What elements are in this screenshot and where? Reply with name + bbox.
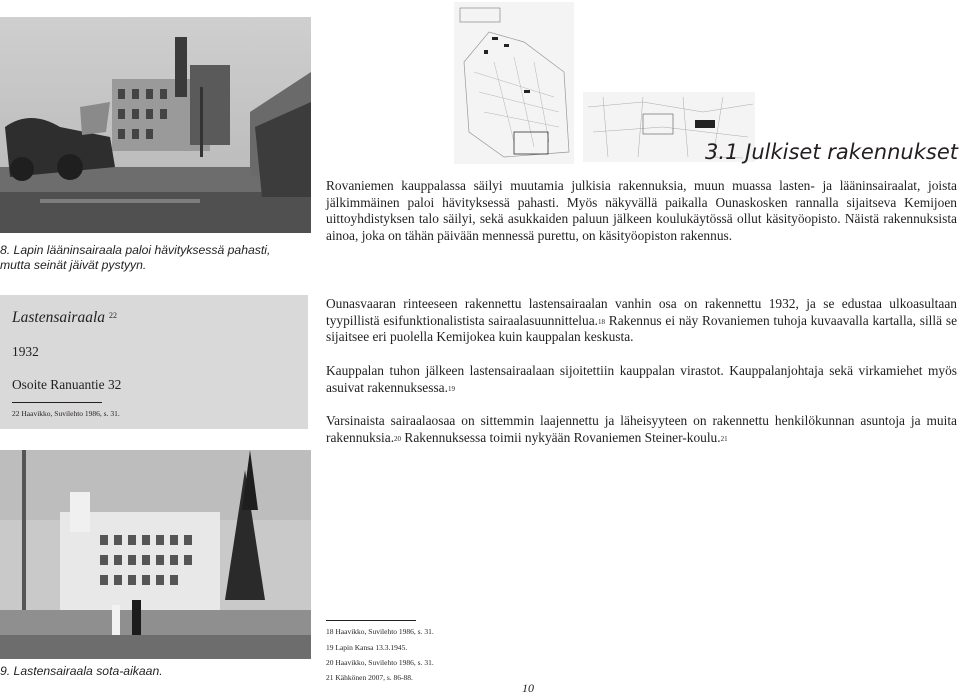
building-address: Osoite Ranuantie 32 <box>12 377 122 392</box>
footnote-21: 21 Kähkönen 2007, s. 86-88. <box>326 673 413 682</box>
footnote-18: 18 Haavikko, Suvilehto 1986, s. 31. <box>326 627 434 636</box>
body-text: Ounasvaaran rinteeseen rakennettu lastensairaalan vanhin osa on rakennettu 1932, ja se edustaa ulkoasultaan tyypillistä esifunktionalistista sairaalasuunnittelua. <box>326 296 957 328</box>
body-paragraph-1 <box>326 296 957 346</box>
footnote-ref: 20 <box>394 434 402 443</box>
building-name: Lastensairaala <box>12 309 106 326</box>
footnote-ref: 19 <box>447 384 455 393</box>
body-text: Rakennuksessa toimii nykyään Rovaniemen Steiner-koulu. <box>401 429 721 445</box>
footnote-ref: 18 <box>598 317 605 326</box>
intro-paragraph <box>326 178 957 244</box>
section-title: 3.1 Julkiset rakennukset <box>705 140 958 164</box>
building-year: 1932 <box>12 344 39 359</box>
map-destruction <box>454 2 574 164</box>
page-number: 10 <box>522 681 534 695</box>
footnote-divider <box>326 620 416 621</box>
body-text: Varsinaista sairaalaosaa on sittemmin laajennettu ja läheisyyteen on rakennettu henkilökunnan asuntoja ja muita rakennuksia. <box>326 413 957 445</box>
building-info-box <box>0 295 308 429</box>
body-text: Rakennus ei näy Rovaniemen tuhoja kuvaavalla kartalla, sillä se sijaitsee eri puolella Kemijokea kuin kauppalan keskusta. <box>326 312 958 344</box>
body-text: Kauppalan tuhon jälkeen lastensairaalaan sijoitettiin kauppalan virastot. Kauppalanjohtaja sekä virkamiehet myös asuivat rakennuksessa. <box>326 363 957 395</box>
footnote-20: 20 Haavikko, Suvilehto 1986, s. 31. <box>326 658 434 667</box>
intro-text: Rovaniemen kauppalassa säilyi muutamia julkisia rakennuksia, muun muassa lasten- ja lääninsairaalat, joista jälkimmäinen paloi hävityksessä pahasti. Myös näkyvällä paikalla Ounaskosken rannalla sijaitseva Kemijoen uittoyhdistyksen talo säilyi, sekä asukkaiden paluun jälkeen koulukäytössä ollut käsityöopisto. Näistä rakennuksista ainoa, joka on tähän päivään mennessä purettu, on käsityöopiston rakennus. <box>326 178 957 243</box>
info-footnote: 22 Haavikko, Suvilehto 1986, s. 31. <box>12 409 120 418</box>
building-title <box>12 309 117 327</box>
footnote-ref: 22 <box>109 311 118 320</box>
body-paragraph-3 <box>326 413 957 446</box>
photo-burned-hospital <box>0 17 311 233</box>
photo-childrens-hospital <box>0 450 311 659</box>
body-paragraph-2 <box>326 363 957 396</box>
footnote-ref: 21 <box>720 434 728 443</box>
footnote-divider <box>12 402 102 403</box>
footnote-19: 19 Lapin Kansa 13.3.1945. <box>326 643 408 652</box>
figure-caption-9: 9. Lastensairaala sota-aikaan. <box>0 664 163 678</box>
figure-caption-8: 8. Lapin lääninsairaala paloi hävityksessä pahasti, mutta seinät jäivät pystyyn. <box>0 243 271 272</box>
